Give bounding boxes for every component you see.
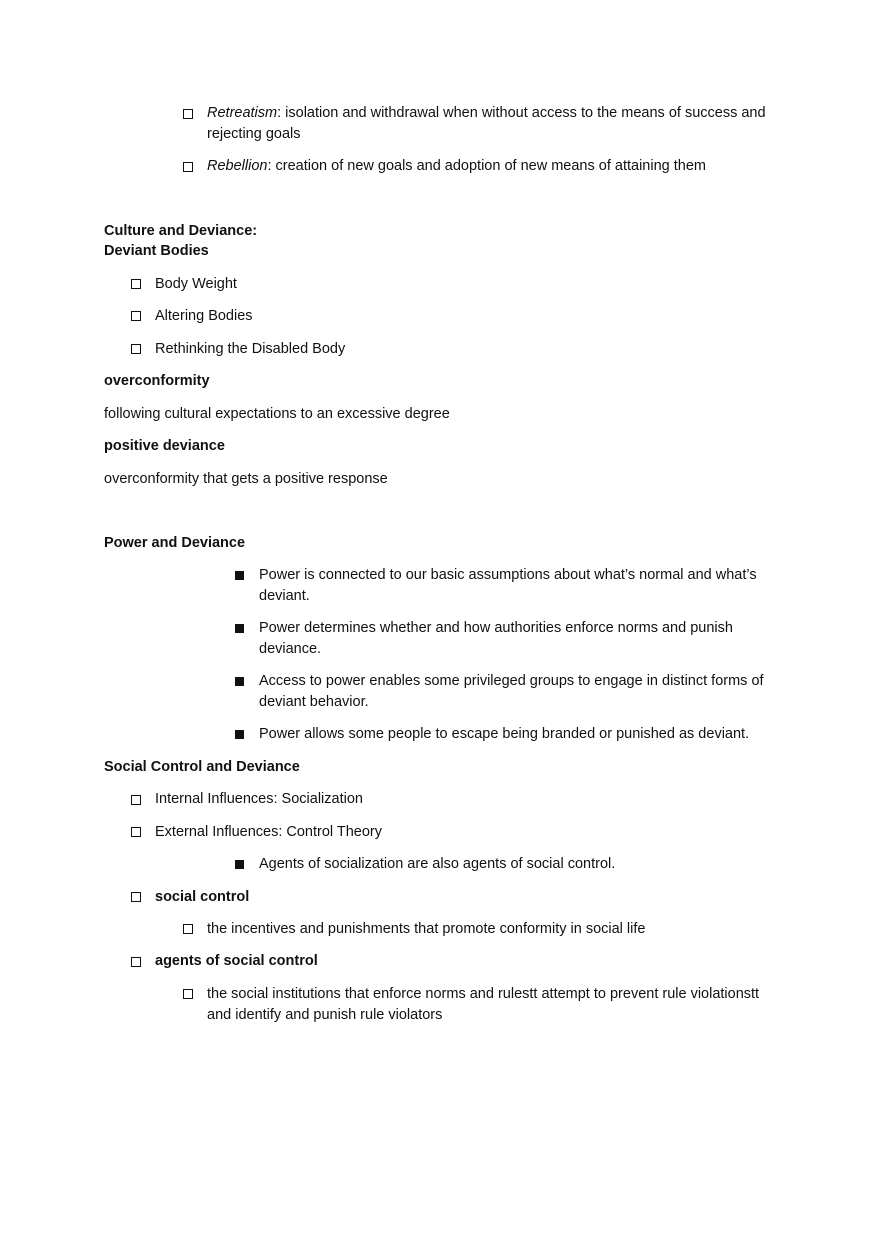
square-bullet-icon <box>235 730 244 739</box>
square-bullet-icon <box>235 860 244 869</box>
list-item-agents-note: Agents of socialization are also agents of social control. <box>259 856 616 872</box>
power-point: Power determines whether and how authorities enforce norms and punish deviance. <box>259 620 733 657</box>
square-bullet-icon <box>235 677 244 686</box>
checkbox-bullet-icon <box>131 344 141 354</box>
heading-social-control: Social Control and Deviance <box>104 759 300 775</box>
term-retreatism: Retreatism <box>207 105 278 121</box>
rebellion-text: : creation of new goals and adoption of new means of attaining them <box>267 158 706 174</box>
square-bullet-icon <box>235 571 244 580</box>
definition-social-control: the incentives and punishments that promote conformity in social life <box>207 921 646 937</box>
square-bullet-icon <box>235 624 244 633</box>
term-overconformity: overconformity <box>104 373 210 389</box>
term-agents-of-social-control: agents of social control <box>155 953 318 969</box>
list-item-internal-influences: Internal Influences: Socialization <box>155 791 363 807</box>
heading-deviant-bodies: Deviant Bodies <box>104 243 209 259</box>
checkbox-bullet-icon <box>183 109 193 119</box>
checkbox-bullet-icon <box>183 162 193 172</box>
definition-positive-deviance: overconformity that gets a positive response <box>104 471 388 487</box>
power-point: Access to power enables some privileged groups to engage in distinct forms of deviant behavior. <box>259 673 764 710</box>
checkbox-bullet-icon <box>131 795 141 805</box>
power-point: Power allows some people to escape being branded or punished as deviant. <box>259 726 750 742</box>
checkbox-bullet-icon <box>183 924 193 934</box>
heading-power-and-deviance: Power and Deviance <box>104 535 246 551</box>
term-rebellion: Rebellion <box>207 158 268 174</box>
heading-culture-and-deviance: Culture and Deviance: <box>104 223 258 239</box>
list-item-body-weight: Body Weight <box>155 276 237 292</box>
term-positive-deviance: positive deviance <box>104 438 225 454</box>
list-item-altering-bodies: Altering Bodies <box>155 308 253 324</box>
checkbox-bullet-icon <box>131 892 141 902</box>
checkbox-bullet-icon <box>183 989 193 999</box>
checkbox-bullet-icon <box>131 957 141 967</box>
term-social-control: social control <box>155 889 250 905</box>
checkbox-bullet-icon <box>131 827 141 837</box>
power-point: Power is connected to our basic assumptions about what’s normal and what’s deviant. <box>259 567 757 604</box>
checkbox-bullet-icon <box>131 311 141 321</box>
retreatism-text: : isolation and withdrawal when without access to the means of success and rejecting goals <box>207 105 766 142</box>
checkbox-bullet-icon <box>131 279 141 289</box>
list-item-retreatism <box>207 103 782 145</box>
list-item-rebellion <box>207 156 706 177</box>
definition-agents-of-social-control: the social institutions that enforce norms and rulestt attempt to prevent rule violationstt and identify and punish rule violators <box>207 986 760 1023</box>
list-item-disabled-body: Rethinking the Disabled Body <box>155 341 346 357</box>
list-item-external-influences: External Influences: Control Theory <box>155 824 383 840</box>
definition-overconformity: following cultural expectations to an excessive degree <box>104 406 450 422</box>
